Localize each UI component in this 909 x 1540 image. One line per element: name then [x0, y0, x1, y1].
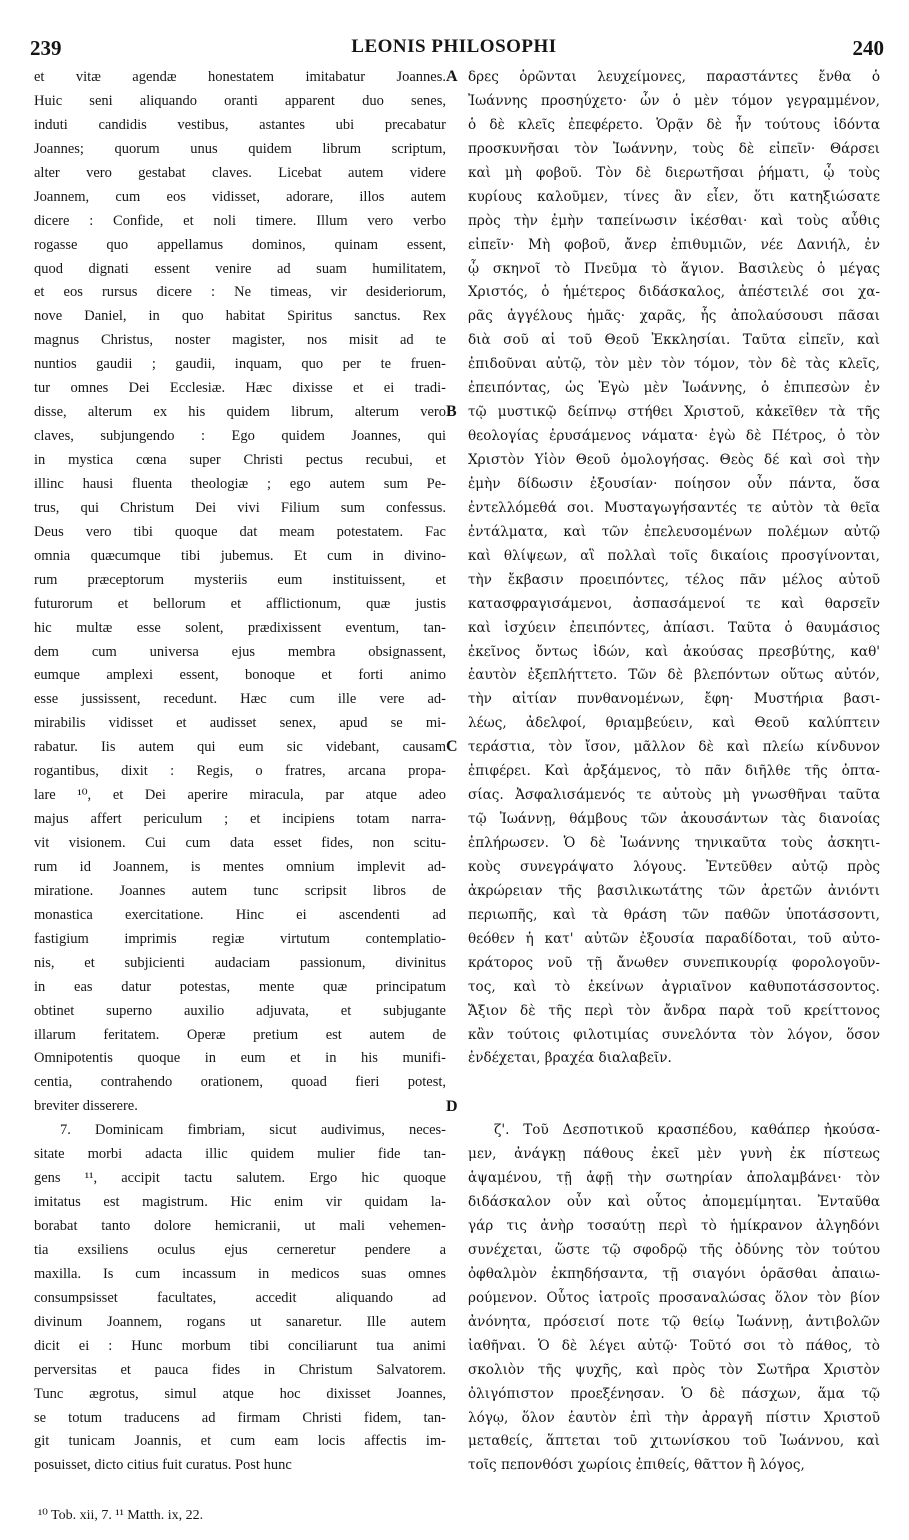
margin-letter-a: A — [446, 68, 458, 85]
text-line: τὴν αἰτίαν πυνθανομένων, ἔφη· Μυστήρια βασι- — [468, 691, 880, 708]
text-line: ἀκρώρειαν τῆς βασιλικωτάτης τῶν ἀρετῶν ἀνιόντι — [468, 882, 880, 899]
text-line: rum id Joannem, is mentes omnium implevit ad- — [34, 858, 446, 875]
text-line: ἐντάλματα, καὶ τῶν ἐπελευσομένων πολέμων αὐτῷ — [468, 523, 880, 540]
text-line: ἐπειπόντας, ὡς Ἐγὼ μὲν Ἰωάννης, ὁ ἐπιπεσὼν ἐν — [468, 380, 880, 397]
text-line: Joannes; quorum unus quidem librum scriptum, — [34, 140, 446, 157]
margin-letter-b: B — [446, 403, 457, 420]
text-line: ρούμενον. Οὗτος ἰατροῖς προσαναλώσας ὅλον τὸν βίον — [468, 1289, 880, 1306]
text-line: perversitas et pauca fides in Christum Salvatorem. — [34, 1361, 446, 1378]
text-line: trus, qui Christum Dei vivi Filium sum confessus. — [34, 499, 446, 516]
text-line: ἐμὴν δίδωσιν ἐξουσίαν· ποίησον οὖν πάντα, ὅσα — [468, 475, 880, 492]
text-line: κατασφραγισάμενοι, ἀσπασάμενοί τε καὶ θαρσεῖν — [468, 595, 880, 612]
text-line: sitate morbi adacta illic quidem mulier fide tan- — [34, 1146, 446, 1163]
text-line: καὶ θλίψεων, αἳ πολλαὶ τοῖς δικαίοις προσγίνονται, — [468, 547, 880, 564]
text-line: imitatus est magistrum. Hic enim vir quidam la- — [34, 1194, 446, 1211]
text-line: ᾧ σκηνοῖ τὸ Πνεῦμα τὸ ἅγιον. Βασιλεὺς ὁ μέγας — [468, 260, 880, 277]
text-line: hic multæ esse solent, prædixissent eventum, tan- — [34, 619, 446, 636]
text-line: κἂν τούτοις φιλοτιμίας συνελόντα τὸν λόγον, ὅσον — [468, 1026, 880, 1043]
text-line: Ἰωάννης προσηύχετο· ὧν ὁ μὲν τόμον γεγραμμένον, — [468, 92, 880, 109]
text-line: ζ'. Τοῦ Δεσποτικοῦ κρασπέδου, καθάπερ ἠκούσα- — [494, 1122, 880, 1139]
text-line: lare ¹⁰, et Dei aperire miracula, par atque adeo — [34, 787, 446, 804]
text-line: τεράστια, τὸν ἴσον, μᾶλλον δὲ καὶ πλείω κίνδυνον — [468, 739, 880, 756]
text-line: rogantibus, dixit : Regis, o fratres, arcana propa- — [34, 763, 446, 780]
text-line: rogasse quo appellamus dominos, quinam essent, — [34, 236, 446, 253]
text-line: alter vero gestabat claves. Licebat autem videre — [34, 164, 446, 181]
page-number-right: 240 — [852, 36, 884, 60]
text-line: σκολιὸν τῆς ψυχῆς, καὶ πρὸς τὸν Σωτῆρα Χριστὸν — [468, 1361, 880, 1378]
text-line: illinc hausi fluenta theologiæ ; ego autem sum Pe- — [34, 475, 446, 492]
text-line: θεολογίας ἐρυσάμενος νάματα· ἐγὼ δὲ Πέτρος, ὁ τὸν — [468, 428, 880, 445]
footnote: ¹⁰ Tob. xii, 7. ¹¹ Matth. ix, 22. — [38, 1508, 204, 1523]
text-line: ρᾶς ἀγγέλους ἡμᾶς· χαρᾶς, ἧς ἀπολαύσουσι πᾶσαι — [468, 308, 880, 325]
text-line: Omnipotentis quoque in eum et in his munifi- — [34, 1050, 446, 1067]
text-line: borabat tanto dolore hemicranii, ut mali vehemen- — [34, 1218, 446, 1234]
text-line: et vitæ agendæ honestatem imitabatur Joannes. — [34, 69, 446, 85]
text-line: nuntios gaudii ; gaudii, inquam, quo per te fruen- — [34, 356, 446, 373]
text-line: mirabilis vidisset et audisset senex, apud se mi- — [34, 715, 446, 732]
text-line: magnus Christus, noster magister, nos misit ad te — [34, 332, 446, 349]
text-line: ἐπλήρωσεν. Ὁ δὲ Ἰωάννης τηνικαῦτα τοὺς ἀσκητι- — [468, 835, 880, 851]
text-line: ἰαθῆναι. Ὁ δὲ λέγει αὐτῷ· Τοῦτό σοι τὸ πάθος, τὸ — [468, 1337, 880, 1354]
text-line: καὶ μὴ φοβοῦ. Τὸν δὲ διερωτῆσαι ῥήματι, ᾧ τοὺς — [468, 164, 880, 181]
text-line: τὴν ἔκβασιν προειπόντες, τέλος πᾶν μέλος αὐτοῦ — [468, 571, 880, 588]
text-line: καὶ ἰσχύειν ἐπειπόντες, ἀπίασι. Ταῦτα ὁ θαυμάσιος — [468, 619, 880, 636]
text-line: τοῖς πεπονθόσι χωρίοις ἐπιθείς, θᾶττον ἢ λόγος, — [468, 1457, 805, 1474]
text-line: rabatur. Iis autem qui eum sic videbant, causam — [34, 739, 446, 756]
text-line: λόγῳ, ὅλον ἑαυτὸν ἐπὶ τὴν ἀρραγῆ πίστιν Χριστοῦ — [468, 1409, 880, 1426]
text-line: σίας. Ἀσφαλισάμενός τε αὐτοὺς μὴ γνωσθῆναι ταῦτα — [468, 787, 880, 804]
text-line: ἐπιδοῦναι αὐτῷ, τὸν μὲν τὸν τόμον, τὸν δὲ τὰς κλεῖς, — [468, 356, 880, 373]
text-line: centia, contrahendo orationem, quoad fieri potest, — [34, 1074, 446, 1091]
running-head — [24, 36, 884, 64]
text-line: eumque amplexi essent, bonoque et forti animo — [34, 667, 446, 684]
text-line: futurorum et bellorum et afflictionum, quæ justis — [34, 595, 446, 612]
text-line: gens ¹¹, accipit tactu salutem. Ergo hic quoque — [34, 1170, 446, 1187]
text-line: nove Daniel, in quo habitat Spiritus sanctus. Rex — [34, 308, 446, 325]
text-line: et eos rursus dicere : Ne timeas, vir desideriorum, — [34, 284, 446, 301]
text-line: ἁψαμένου, τῇ ἁφῇ τὴν σωτηρίαν ἀπολαμβάνει· τὸν — [468, 1170, 880, 1187]
text-line — [468, 1071, 880, 1095]
text-line: λέως, ἀδελφοί, θριαμβεύειν, καὶ Θεοῦ καλύπτειν — [468, 715, 880, 732]
text-line: ἐπιφέρει. Καὶ ἀρξάμενος, τὸ πᾶν διῆλθε τῆς ὀπτα- — [468, 763, 880, 780]
text-line: Tunc ægrotus, simul atque hoc dixisset Joannes, — [34, 1385, 446, 1402]
text-line: git tunicam Joannis, et cum eam locis affectis im- — [34, 1433, 446, 1450]
text-line: Χριστός, ὁ ἡμέτερος διδάσκαλος, ἀπέστειλέ σοι χα- — [468, 284, 880, 301]
text-line: μεταθείς, ἅπτεται τοῦ χιτωνίσκου τοῦ Ἰωάννου, καὶ — [468, 1433, 880, 1450]
text-line: in mystica cœna super Christi pectus recubui, et — [34, 452, 446, 468]
text-line: omnia quæcumque tibi jubemus. Et cum in divino- — [34, 547, 446, 564]
text-line: κυρίους καλοῦμεν, τίνες ἂν εἶεν, ὅτι κατηξιώσατε — [468, 188, 880, 205]
text-line: συνέχεται, ὥστε τῷ σφοδρῷ τῆς ὀδύνης τὸν τούτου — [468, 1241, 880, 1258]
text-line: ὁ δὲ κλεῖς ἐπεφέρετο. Ὁρᾷν δὲ ἦν τούτους ἰδόντα — [468, 116, 880, 133]
text-line: dicit ei : Hunc morbum tibi conciliarunt tua animi — [34, 1337, 446, 1354]
text-line: Ἄξιον δὲ τῆς περὶ τὸν ἄνδρα παρὰ τοῦ κρείττονος — [468, 1002, 880, 1019]
text-line: διὰ σοῦ αἱ τοῦ Θεοῦ Ἐκκλησίαι. Ταῦτα εἰπεῖν, καὶ — [468, 332, 880, 349]
text-line: ἐνδέχεται, βραχέα διαλαβεῖν. — [468, 1050, 672, 1067]
text-line: posuisset, dicto citius fuit curatus. Post hunc — [34, 1457, 292, 1474]
margin-letter-c: C — [446, 738, 458, 755]
text-line: τῷ μυστικῷ δείπνῳ στήθει Χριστοῦ, κἀκεῖθεν τὰ τῆς — [468, 404, 880, 421]
text-line: rum præceptorum mysteriis eum instituissent, et — [34, 571, 446, 588]
text-line: nis, et subjicienti audaciam passionum, divinitus — [34, 954, 446, 971]
text-line: Χριστὸν Υἱὸν Θεοῦ ὁμολογήσας. Θεὸς δέ καὶ σοὶ τὴν — [468, 452, 880, 468]
text-line: διδάσκαλον οὖν καὶ οὗτος ἀπομεμίμηται. Ἐνταῦθα — [468, 1194, 880, 1211]
text-line: Huic seni aliquando oranti apparent duo senes, — [34, 92, 446, 109]
text-line: dem cum universa ejus membra obsignassent, — [34, 643, 446, 660]
text-line: claves, subjungendo : Ego quidem Joannes, qui — [34, 428, 446, 445]
text-line: illarum feritatem. Operæ pretium est autem de — [34, 1026, 446, 1043]
text-line: πρὸς τὴν ἐμὴν ταπείνωσιν ἱκέσθαι· καὶ τοὺς αὖθις — [468, 212, 880, 229]
text-line — [468, 1095, 880, 1119]
text-line: dicere : Confide, et noli timere. Illum vero verbo — [34, 212, 446, 229]
text-line: Deus vero tibi quoque dat meam potestatem. Fac — [34, 523, 446, 540]
text-line: maxilla. Is cum incassum in medicos suas omnes — [34, 1265, 446, 1282]
text-line: monastica exercitatione. Hinc ei ascendenti ad — [34, 906, 446, 923]
text-line: consumpsisset facultates, accedit aliquando ad — [34, 1289, 446, 1306]
running-title: LEONIS PHILOSOPHI — [351, 36, 557, 57]
text-line: vit visionem. Cui cum data esset fides, non scitu- — [34, 835, 446, 851]
greek-column — [468, 66, 880, 1478]
text-line: ἀνόνητα, πρόσεισί ποτε τῷ θείῳ Ἰωάννῃ, ἀντιβολῶν — [468, 1313, 880, 1330]
text-line: θεόθεν ἡ κατ' αὐτῶν ἐξουσία παραδίδοται, τοῦ αὐτο- — [468, 930, 880, 947]
text-line: esse jussissent, recedunt. Hæc cum ille vere ad- — [34, 691, 446, 708]
text-line: κοὺς συνεγράψατο λόγους. Ἐντεῦθεν αὐτῷ πρὸς — [468, 858, 880, 875]
text-line: miratione. Joannes autem tunc scripsit libros de — [34, 882, 446, 899]
text-line: ἐκεῖνος ὄντως ἰδών, καὶ ἀκούσας πρεσβύτης, καθ' — [468, 643, 880, 660]
text-line: 7. Dominicam fimbriam, sicut audivimus, neces- — [60, 1122, 446, 1139]
text-line: ὀλιγόπιστον προεξένησαν. Ὁ δὲ πάσχων, ἅμα τῷ — [468, 1385, 880, 1402]
text-line: ἐντελλόμεθά σοι. Μυσταγωγήσαντές τε αὐτὸν τὰ θεῖα — [468, 499, 880, 516]
text-line: quod dignati essent venire ad suam humilitatem, — [34, 260, 446, 277]
text-line: disse, alterum ex his quidem librum, alterum vero — [34, 404, 446, 421]
page-number-left: 239 — [30, 36, 62, 60]
text-line: μεν, ἀνάγκῃ πάθους ἐκεῖ μὲν γυνὴ ἐκ πίστεως — [468, 1146, 880, 1163]
text-line: induti candidis vestibus, astantes ubi precabatur — [34, 116, 446, 133]
text-line: in eas datur potestas, mente quæ principatum — [34, 978, 446, 995]
text-line: περιωπῆς, καὶ τὰ θράση τῶν παθῶν ὑποτάσσοντι, — [468, 906, 880, 923]
margin-letter-d: D — [446, 1098, 458, 1115]
text-line: ὀφθαλμὸν ἐκπηδήσαντα, τῇ σιαγόνι ὁρᾶσθαι ἀπαιω- — [468, 1265, 880, 1282]
text-line: se totum traducens ad firmam Christi fidem, tan- — [34, 1409, 446, 1426]
text-line: obtinet superno auxilio adjuvata, et subjugante — [34, 1002, 446, 1019]
text-line: tia exsiliens oculus ejus cerneretur pendere a — [34, 1241, 446, 1258]
text-line: γάρ τις ἀνὴρ τοσαύτῃ περὶ τὸ ἡμίκρανον ἀλγηδόνι — [468, 1218, 880, 1234]
text-line: τῷ Ἰωάννῃ, θάμβους τῶν ἀκουσάντων τὰς διανοίας — [468, 811, 880, 828]
text-line: εἰπεῖν· Μὴ φοβοῦ, ἄνερ ἐπιθυμιῶν, νέε Δανιήλ, ἐν — [468, 236, 880, 253]
text-line: tur omnes Dei Ecclesiæ. Hæc dixisse et ei tradi- — [34, 380, 446, 397]
latin-column — [34, 66, 446, 1478]
text-line: προσκυνῆσαι τὸν Ἰωάννην, τοὺς δὲ εἰπεῖν· Θάρσει — [468, 140, 880, 157]
text-line: breviter disserere. — [34, 1098, 138, 1115]
text-line: κράτορος νοῦ τῇ ἄνωθεν συνεπικουρίᾳ φορολογοῦν- — [468, 954, 880, 971]
text-line: divinum Joannem, rogans ut sanaretur. Ille autem — [34, 1313, 446, 1330]
text-line: majus affert periculum ; et incipiens totam narra- — [34, 811, 446, 828]
text-line: ἑαυτὸν ἐξεπλήττετο. Τῶν δὲ βλεπόντων οὕτως αὐτόν, — [468, 667, 880, 684]
text-line: fastigium imprimis regiæ virtutum contemplatio- — [34, 930, 446, 947]
text-line: δρες ὁρῶνται λευχείμονες, παραστάντες ἔνθα ὁ — [468, 69, 880, 85]
text-line: Joannem, cum eos vidisset, adorare, illos autem — [34, 188, 446, 205]
text-line: τος, καὶ τὸ ἐκείνων ἀγριαῖνον καθυποτάσσοντος. — [468, 978, 880, 995]
